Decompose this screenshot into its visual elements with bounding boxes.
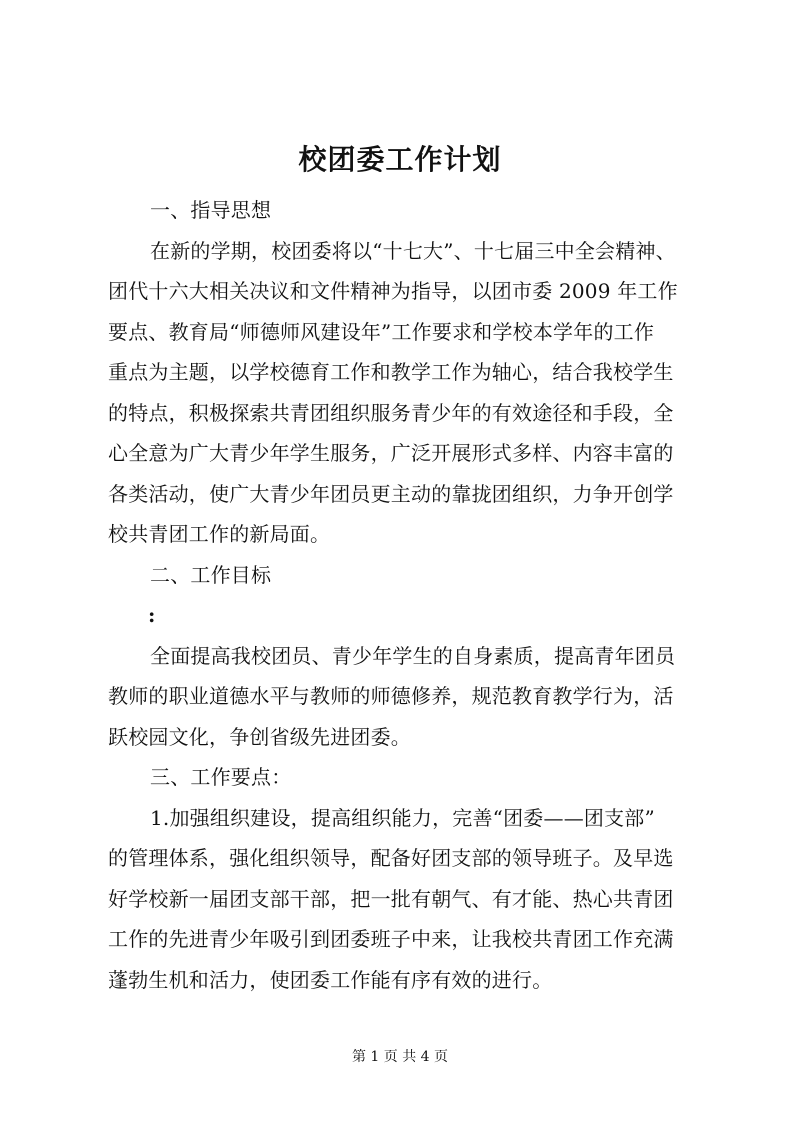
page-number-footer: 第 1 页 共 4 页 xyxy=(351,1049,449,1065)
document-body xyxy=(108,190,708,1000)
paragraph-line: 工作的先进青少年吸引到团委班子中来，让我校共青团工作充满 xyxy=(108,927,674,951)
document-title: 校团委工作计划 xyxy=(298,143,502,176)
paragraph-line: 教师的职业道德水平与教师的师德修养，规范教育教学行为，活 xyxy=(108,684,674,708)
paragraph-line: 团代十六大相关决议和文件精神为指导，以团市委 2009 年工作 xyxy=(108,279,678,303)
section-heading-work-goals: 二、工作目标 xyxy=(150,562,272,587)
paragraph-line: 全面提高我校团员、青少年学生的自身素质，提高青年团员 xyxy=(150,643,676,668)
section-heading-work-points: 三、工作要点： xyxy=(150,765,292,789)
paragraph-line: 重点为主题，以学校德育工作和教学工作为轴心，结合我校学生 xyxy=(108,360,674,384)
paragraph-line: 心全意为广大青少年学生服务，广泛开展形式多样、内容丰富的 xyxy=(108,441,674,465)
paragraph-line: 的管理体系，强化组织领导，配备好团支部的领导班子。及早选 xyxy=(108,846,674,870)
paragraph-line: 各类活动，使广大青少年团员更主动的靠拢团组织，力争开创学 xyxy=(108,481,674,506)
paragraph-line: 1.加强组织建设，提高组织能力，完善“团委——团支部” xyxy=(150,805,655,830)
paragraph-line: 在新的学期，校团委将以“十七大”、十七届三中全会精神、 xyxy=(150,238,676,263)
paragraph-line: 的特点，积极探索共青团组织服务青少年的有效途径和手段，全 xyxy=(108,400,674,425)
paragraph-line: 蓬勃生机和活力，使团委工作能有序有效的进行。 xyxy=(108,967,553,992)
colon-line: : xyxy=(148,603,156,627)
section-heading-guiding-ideology: 一、指导思想 xyxy=(150,198,272,222)
paragraph-line: 跃校园文化，争创省级先进团委。 xyxy=(108,724,411,749)
paragraph-line: 要点、教育局“师德师风建设年”工作要求和学校本学年的工作 xyxy=(108,319,655,344)
paragraph-line: 好学校新一届团支部干部，把一批有朝气、有才能、热心共青团 xyxy=(108,886,674,911)
paragraph-line: 校共青团工作的新局面。 xyxy=(108,522,331,546)
